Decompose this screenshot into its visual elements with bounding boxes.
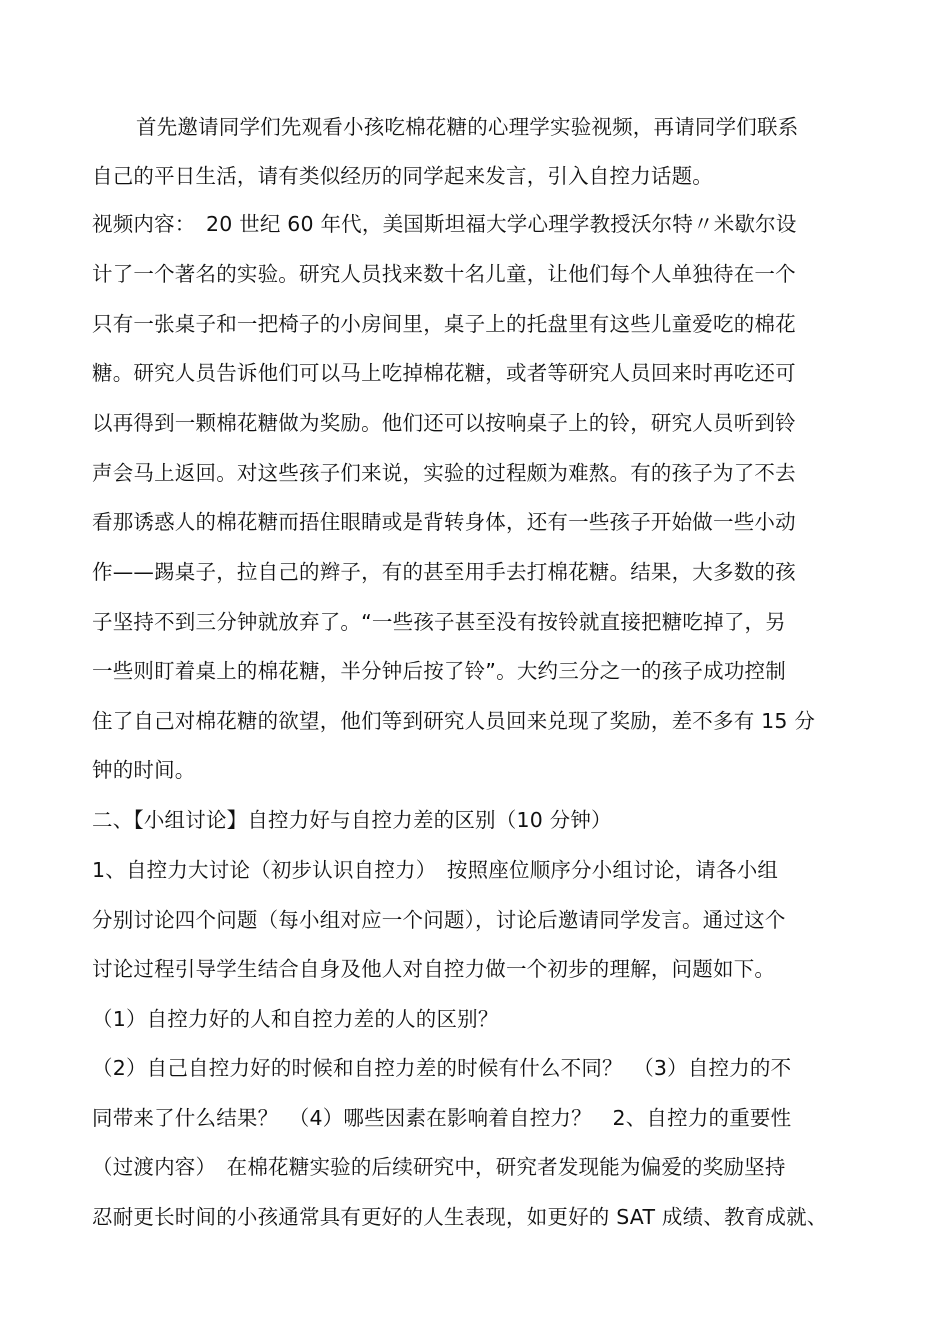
paragraph-line: 声会马上返回。对这些孩子们来说，实验的过程颇为难熬。有的孩子为了不去: [92, 461, 796, 485]
paragraph-line: 子坚持不到三分钟就放弃了。“一些孩子甚至没有按铃就直接把糖吃掉了，另: [92, 610, 786, 634]
question-line: （1）自控力好的人和自控力差的人的区别？: [92, 1007, 499, 1031]
paragraph-line: 自己的平日生活，请有类似经历的同学起来发言，引入自控力话题。: [92, 164, 713, 188]
question-line: （2）自己自控力好的时候和自控力差的时候有什么不同？ （3）自控力的不: [92, 1056, 792, 1080]
paragraph-line: 讨论过程引导学生结合自身及他人对自控力做一个初步的理解，问题如下。: [92, 957, 776, 981]
paragraph-line: 糖。研究人员告诉他们可以马上吃掉棉花糖，或者等研究人员回来时再吃还可: [92, 361, 796, 385]
paragraph-line: （过渡内容） 在棉花糖实验的后续研究中，研究者发现能为偏爱的奖励坚持: [92, 1155, 786, 1179]
paragraph-line: 以再得到一颗棉花糖做为奖励。他们还可以按响桌子上的铃，研究人员听到铃: [92, 411, 796, 435]
paragraph-line: 分别讨论四个问题（每小组对应一个问题），讨论后邀请同学发言。通过这个: [92, 908, 786, 932]
paragraph-line: 钟的时间。: [92, 758, 196, 782]
paragraph-line: 作——踢桌子，拉自己的辫子，有的甚至用手去打棉花糖。结果，大多数的孩: [92, 560, 796, 584]
section-heading: 二、【小组讨论】自控力好与自控力差的区别（10 分钟）: [92, 808, 612, 832]
paragraph-line: 住了自己对棉花糖的欲望，他们等到研究人员回来兑现了奖励，差不多有 15 分: [92, 709, 816, 733]
paragraph-line: 1、自控力大讨论（初步认识自控力） 按照座位顺序分小组讨论，请各小组: [92, 858, 779, 882]
paragraph-line: 首先邀请同学们先观看小孩吃棉花糖的心理学实验视频，再请同学们联系: [136, 115, 799, 139]
paragraph-line: 视频内容： 20 世纪 60 年代，美国斯坦福大学心理学教授沃尔特〃米歇尔设: [92, 212, 797, 236]
paragraph-line: 一些则盯着桌上的棉花糖，半分钟后按了铃”。大约三分之一的孩子成功控制: [92, 659, 786, 683]
question-line: 同带来了什么结果？ （4）哪些因素在影响着自控力？ 2、自控力的重要性: [92, 1106, 792, 1130]
paragraph-line: 计了一个著名的实验。研究人员找来数十名儿童，让他们每个人单独待在一个: [92, 262, 796, 286]
paragraph-line: 看那诱惑人的棉花糖而捂住眼睛或是背转身体，还有一些孩子开始做一些小动: [92, 510, 796, 534]
paragraph-line: 只有一张桌子和一把椅子的小房间里，桌子上的托盘里有这些儿童爱吃的棉花: [92, 312, 796, 336]
paragraph-line: 忍耐更长时间的小孩通常具有更好的人生表现，如更好的 SAT 成绩、教育成就、: [92, 1205, 828, 1229]
